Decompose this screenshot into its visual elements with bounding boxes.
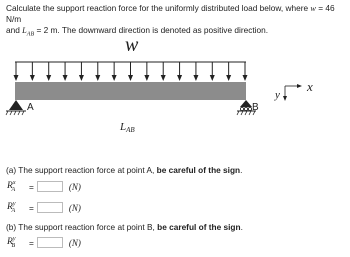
load-arrow-head [30,75,35,81]
x-axis-label: x [307,79,313,94]
roller-wheel-1 [240,107,243,110]
ryb-label: $R^y_B$ [7,236,16,250]
y-axis-label: y [275,89,280,101]
ryb-input[interactable] [37,237,63,248]
w-symbol: w [310,4,316,13]
load-arrow-head [14,75,19,81]
l-subscript: AB [26,31,35,38]
answer-row-rya: $R^y_A$ = (N) [7,201,81,215]
part-a-heading: (a) The support reaction force at point A, be careful of the sign. [6,165,243,175]
pin-support-a [9,100,23,110]
load-arrow-head [95,75,100,81]
span-label: LAB [120,121,135,134]
load-arrows [14,62,248,81]
rya-unit: (N) [68,202,81,213]
load-arrow-head [112,75,117,81]
support-a-label: A [27,102,34,113]
l-symbol: L [22,26,27,35]
load-arrow-head [63,75,68,81]
ground-a-hatch [6,111,24,115]
ryb-unit: (N) [68,237,81,248]
load-arrow-head [161,75,166,81]
part-b-heading: (b) The support reaction force at point B, be careful of the sign. [6,222,243,232]
answer-row-ryb: $R^y_B$ = (N) [7,236,81,250]
load-arrow-head [193,75,198,81]
w-value: = 46 N/m [6,3,335,24]
load-arrow-head [210,75,215,81]
rya-label: $R^y_A$ [7,201,16,215]
x-axis-arrowhead [297,84,302,88]
rya-input[interactable] [37,202,63,213]
load-arrow-head [79,75,84,81]
roller-support-b [240,100,252,107]
l-value: = 2 m. The downward direction is denoted as positive direction. [36,25,269,35]
load-arrow-head [226,75,231,81]
y-axis-arrowhead [283,96,287,101]
load-arrow-head [46,75,51,81]
rxa-label: $R^x_A$ [7,180,16,194]
load-arrow-head [243,75,248,81]
load-arrow-head [128,75,133,81]
statement-text-2: and [6,25,20,35]
roller-wheel-2 [244,107,247,110]
statement-text-1: Calculate the support reaction force for the uniformly distributed load below, where [6,3,309,13]
beam [15,82,246,100]
load-arrow-head [177,75,182,81]
load-arrow-head [144,75,149,81]
load-label: w [125,34,139,56]
rxa-unit: (N) [68,181,81,192]
support-b-label: B [252,102,259,113]
rxa-input[interactable] [37,181,63,192]
answer-row-rxa: $R^x_A$ = (N) [7,180,81,194]
